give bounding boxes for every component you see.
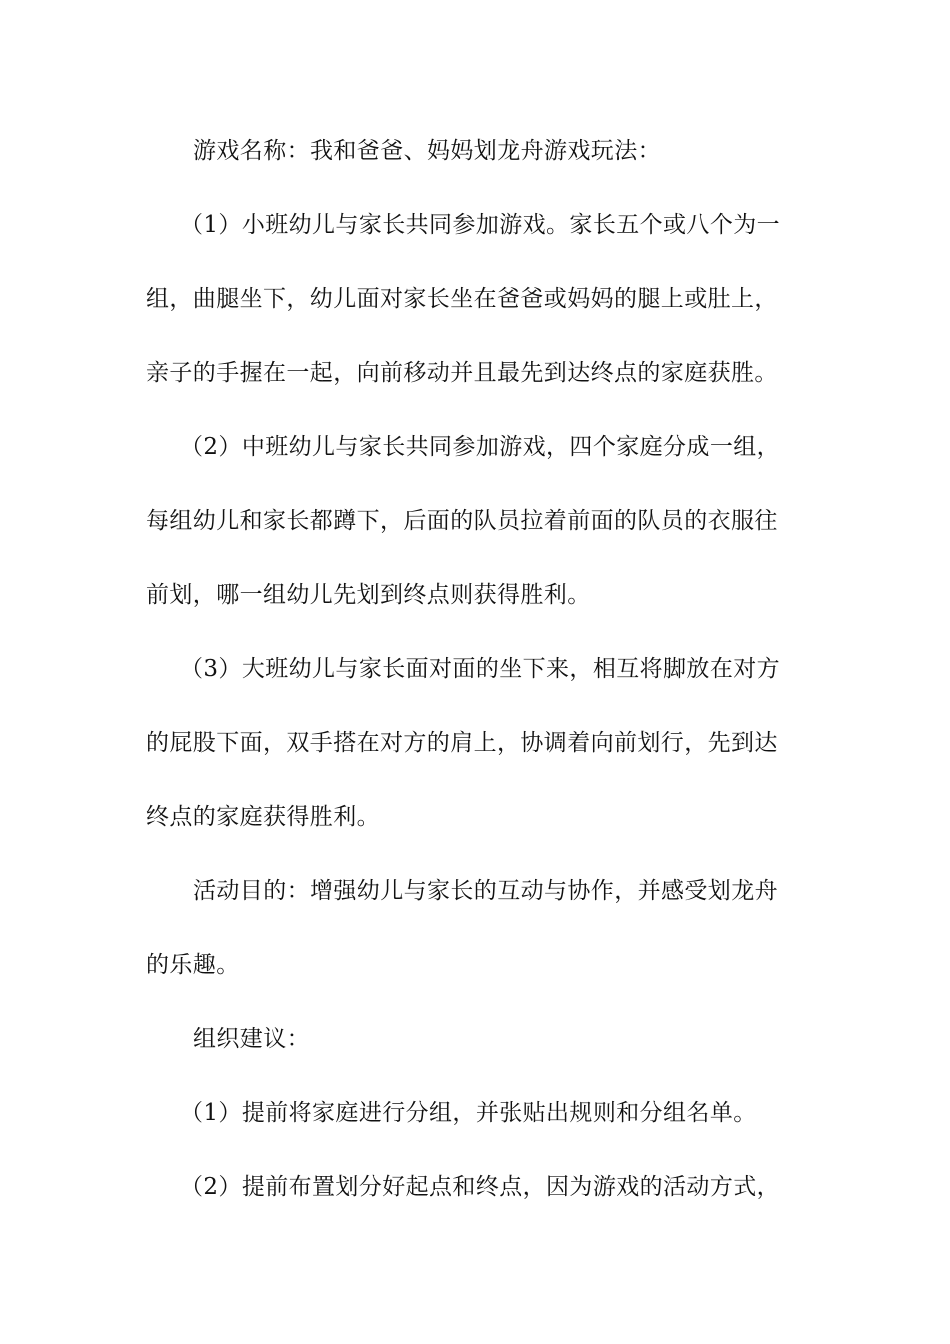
- game-name-line: 游戏名称：我和爸爸、妈妈划龙舟游戏玩法：: [193, 138, 661, 164]
- rule-3-line-3: 终点的家庭获得胜利。: [146, 804, 380, 830]
- suggestion-2: （2）提前布置划分好起点和终点，因为游戏的活动方式，: [180, 1174, 781, 1200]
- rule-2-line-1: （2）中班幼儿与家长共同参加游戏，四个家庭分成一组，: [180, 434, 781, 460]
- rule-3-line-1: （3）大班幼儿与家长面对面的坐下来，相互将脚放在对方: [180, 656, 781, 682]
- suggestion-1: （1）提前将家庭进行分组，并张贴出规则和分组名单。: [180, 1100, 757, 1126]
- rule-1-line-1: （1）小班幼儿与家长共同参加游戏。家长五个或八个为一: [180, 212, 781, 238]
- rule-1-line-3: 亲子的手握在一起，向前移动并且最先到达终点的家庭获胜。: [146, 360, 778, 386]
- suggestions-heading: 组织建议：: [193, 1026, 310, 1052]
- purpose-line-1: 活动目的：增强幼儿与家长的互动与协作，并感受划龙舟: [193, 878, 778, 904]
- rule-3-line-2: 的屁股下面，双手搭在对方的肩上，协调着向前划行，先到达: [146, 730, 778, 756]
- rule-2-line-3: 前划，哪一组幼儿先划到终点则获得胜利。: [146, 582, 591, 608]
- rule-1-line-2: 组，曲腿坐下，幼儿面对家长坐在爸爸或妈妈的腿上或肚上，: [146, 286, 778, 312]
- rule-2-line-2: 每组幼儿和家长都蹲下，后面的队员拉着前面的队员的衣服往: [146, 508, 778, 534]
- purpose-line-2: 的乐趣。: [146, 952, 240, 978]
